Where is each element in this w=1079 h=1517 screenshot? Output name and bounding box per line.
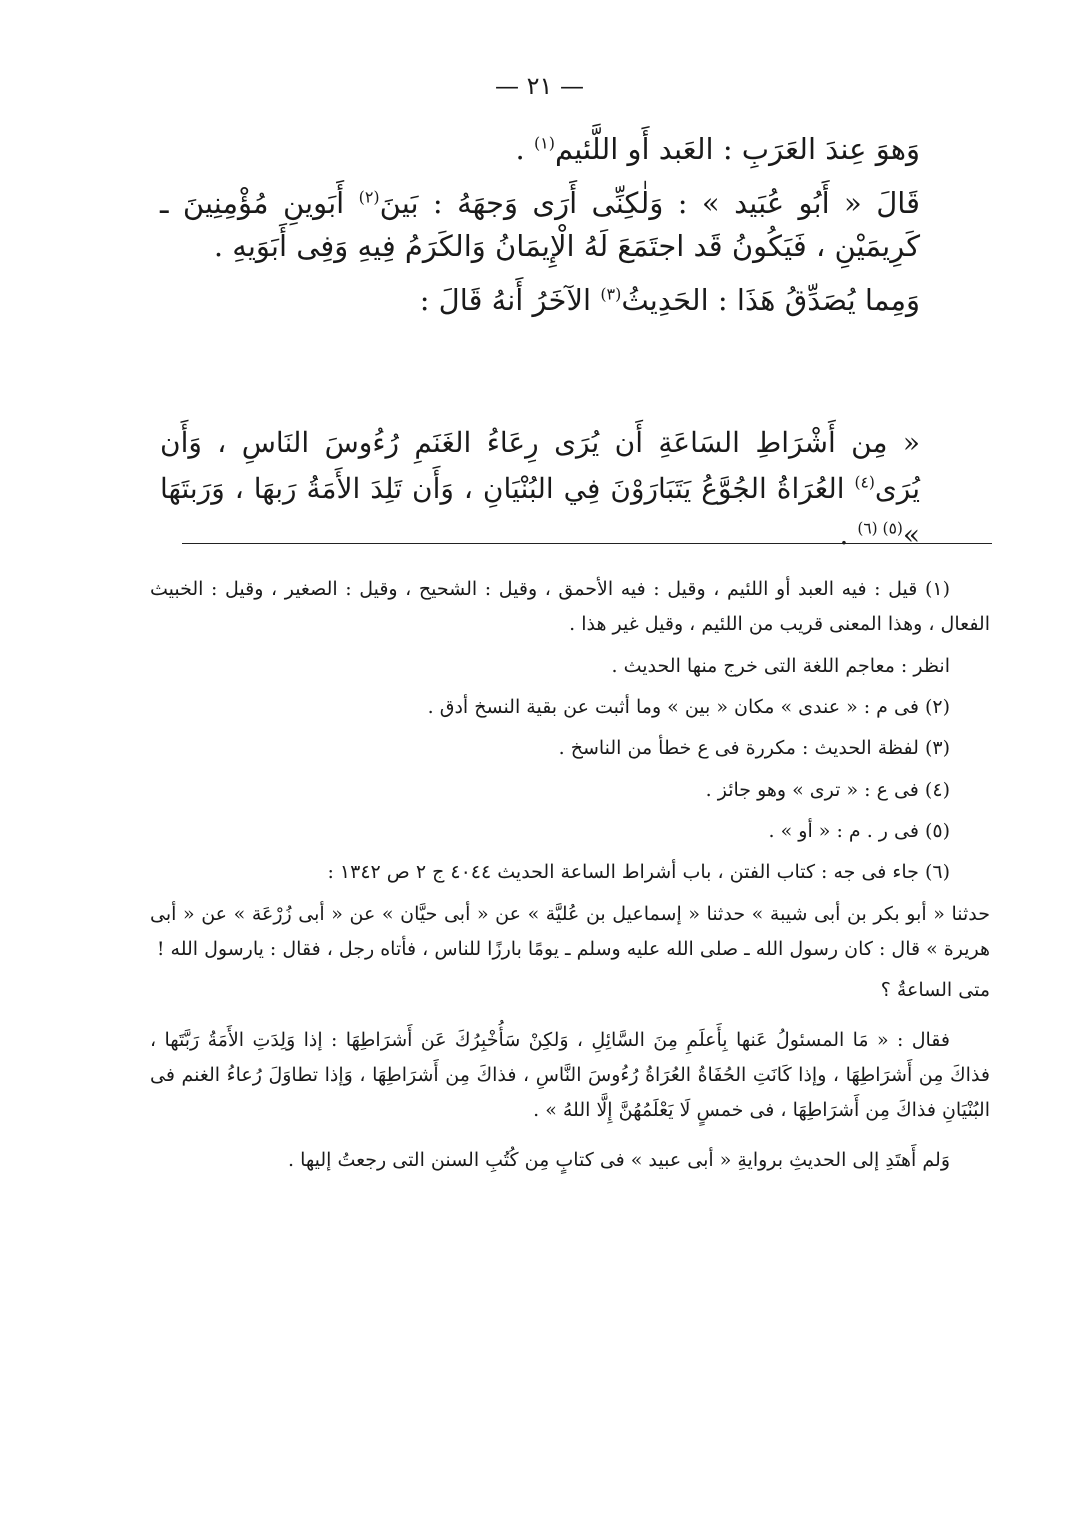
footnote-separator bbox=[182, 543, 992, 544]
page-number: — ٢١ — bbox=[494, 72, 585, 100]
hadith-part-2: العُرَاةُ الجُوَّعُ يَتَبَارَوْنَ فِي البُنْيَانِ ، وَأَن تَلِدَ الأَمَةُ رَبهَا ، وَرَبتَهَا » bbox=[160, 472, 920, 552]
hadith-text bbox=[160, 420, 920, 559]
footnote-ref-3[interactable]: (٣) bbox=[600, 283, 622, 303]
main-paragraph-3-part-a: وَمِما يُصَدِّقُ هَذَا : الحَدِيثُ bbox=[621, 282, 920, 317]
footnote-6-answer: فقال : « مَا المسئولُ عَنها بِأَعلَمِ مِنَ السَّائِلِ ، وَلكِنْ سَأُخْبِرُكَ عَن أَشرَاطِهَا : إذا وَلِدَتِ الأَمَةُ رَبَّتَها ، فذاكَ مِن أَشرَاطِهَا ، وإذا كَانَتِ الحُفَاةُ العُرَاةُ رُءُوسَ النَّاسِ ، فذاكَ مِن أَشرَاطِهَا ، وَإذا تطاوَلَ رُعاءُ الغنم فى البُنْيَانِ فذاكَ مِن أَشرَاطِهَا ، فى خمسٍ لَا يَعْلَمُهُنَّ إِلَّا اللهُ » . bbox=[150, 1028, 990, 1122]
footnote-ref-4[interactable]: (٤) bbox=[854, 473, 875, 492]
footnote-3: (٣) لفظة الحديث : مكررة فى ع خطأ من الناسخ . bbox=[558, 737, 950, 760]
footnotes bbox=[150, 572, 990, 1184]
hadith-quote bbox=[160, 420, 920, 559]
footnote-6-isnad: حدثنا « أبو بكر بن أبى شيبة » حدثنا « إسماعيل بن عُليَّة » عن « أبى حيَّان » عن « أبى زُرْعَة » عن « أبى هريرة » قال : كان رسول الله ـ صلى الله عليه وسلم ـ يومًا بارزًا للناس ، فأتاه رجل ، فقال : يارسول الله ! bbox=[150, 902, 990, 960]
main-paragraph-2-part-b: أَبَوينِ مُؤْمِنِينَ ـ كَرِيمَيْنِ ، فَيَكُونُ قَد اجتَمَعَ لَهُ الْإِيمَانُ وَالكَرَمُ فِيهِ وَفِى أَبَوَيهِ . bbox=[160, 185, 920, 263]
footnote-4: (٤) فى ع : « ترى » وهو جائز . bbox=[705, 778, 950, 801]
main-text bbox=[160, 128, 920, 332]
footnote-ref-2[interactable]: (٢) bbox=[358, 186, 380, 206]
main-paragraph-2 bbox=[160, 182, 920, 269]
footnote-6: (٦) جاء فى جه : كتاب الفتن ، باب أشراط الساعة الحديث ٤٠٤٤ ج ٢ ص ١٣٤٢ : bbox=[327, 861, 950, 884]
footnote-1: (١) قيل : فيه العبد أو اللئيم ، وقيل : فيه الأحمق ، وقيل : الشحيح ، وقيل : الصغير ، وقيل : الخبيث الفعال ، وهذا المعنى قريب من اللئيم ، وقيل غير هذا . bbox=[150, 578, 990, 636]
footnote-ref-1[interactable]: (١) bbox=[533, 133, 555, 153]
footnote-6-question: متى الساعةُ ؟ bbox=[880, 979, 990, 1002]
footnote-6-closing: وَلم أَهتَدِ إلى الحديثِ بروايةِ « أبى عبيد » فى كتابٍ مِن كُتُبِ السنن التى رجعتُ إليها . bbox=[287, 1148, 950, 1171]
footnote-1-reference: انظر : معاجم اللغة التى خرج منها الحديث . bbox=[611, 654, 950, 677]
main-paragraph-3-part-b: الآخَرُ أَنهُ قَالَ : bbox=[419, 282, 601, 317]
footnote-ref-5-6[interactable]: (٥) (٦) bbox=[857, 520, 903, 539]
main-line-1-end: . bbox=[515, 132, 534, 166]
footnote-2: (٢) فى م : « عندى » مكان « بين » وما أثبت عن بقية النسخ أدق . bbox=[427, 695, 950, 718]
main-line-1-text: وَهوَ عِندَ العَرَبِ : العَبد أَو اللَّئيم bbox=[554, 132, 920, 166]
main-paragraph-1 bbox=[160, 128, 920, 172]
hadith-part-1: « مِن أَشْرَاطِ السَاعَةِ أَن يُرَى رِعَاءُ الغَنَمِ رُءُوسَ النَاسِ ، وَأَن يُرَى bbox=[160, 426, 920, 506]
main-paragraph-3 bbox=[160, 279, 920, 323]
main-paragraph-2-part-a: قَالَ « أَبُو عُبَيد » : وَلٰكِنِّى أَرَى وَجهَهُ : بَينَ bbox=[379, 185, 920, 220]
footnote-5: (٥) فى ر . م : « أو » . bbox=[768, 819, 950, 842]
hadith-end: . bbox=[839, 518, 858, 552]
